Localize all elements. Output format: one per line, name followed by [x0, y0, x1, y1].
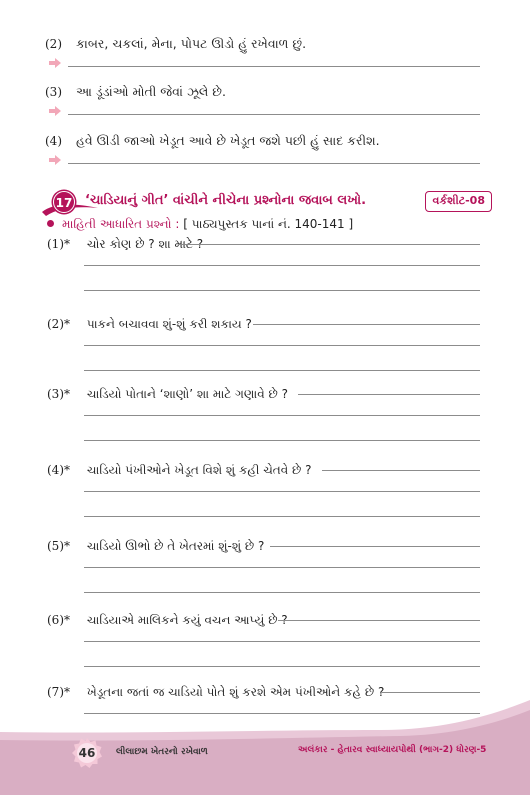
question-number: (4)*	[47, 463, 70, 477]
answer-line[interactable]	[84, 265, 480, 266]
question-text: કાબર, ચકલાં, મેના, પોપટ ઊડો હું રખેવાળ છું.	[75, 36, 307, 51]
answer-line[interactable]	[68, 114, 480, 115]
question-number: (2)	[45, 37, 62, 51]
question-number: (4)	[45, 134, 62, 148]
arrow-right-icon	[49, 106, 61, 116]
answer-line[interactable]	[84, 370, 480, 371]
answer-line[interactable]	[270, 546, 480, 547]
bullet-icon	[47, 220, 54, 227]
question-number: (3)	[45, 85, 62, 99]
section-title: ‘ચાડિયાનું ગીત’ વાંચીને નીચેના પ્રશ્નોના જવાબ લખો.	[85, 193, 367, 208]
question-text: ચોર કોણ છે ? શા માટે ?	[86, 237, 204, 251]
question-text: ખેડૂતના જતાં જ ચાડિયો પોતે શું કરશે એમ પંખીઓને કહે છે ?	[86, 685, 385, 699]
question-number: (2)*	[47, 317, 70, 331]
question-text: હવે ઊડી જાઓ ખેડૂત આવે છે ખેડૂત જશે પછી હું સાદ કરીશ.	[75, 133, 380, 148]
answer-line[interactable]	[84, 641, 480, 642]
answer-line[interactable]	[178, 244, 480, 245]
answer-line[interactable]	[84, 491, 480, 492]
answer-line[interactable]	[84, 290, 480, 291]
question-number: (3)*	[47, 387, 70, 401]
question-number: (7)*	[47, 685, 70, 699]
answer-line[interactable]	[298, 394, 480, 395]
worksheet-question-7	[47, 684, 384, 700]
worksheet-question-5	[47, 538, 264, 554]
answer-line[interactable]	[322, 470, 480, 471]
arrow-right-icon	[49, 155, 61, 165]
top-question-2	[45, 36, 306, 52]
question-text: ચાડિયો પંખીઓને ખેડૂત વિશે શું કહી ચેતવે છે ?	[86, 463, 312, 477]
worksheet-question-3	[47, 386, 288, 402]
answer-line[interactable]	[253, 324, 480, 325]
question-text: પાકને બચાવવા શું-શું કરી શકાય ?	[86, 317, 252, 331]
worksheet-question-6	[47, 612, 288, 628]
answer-line[interactable]	[278, 620, 480, 621]
subheading-reference: [ પાઠ્યપુસ્તક પાનાં નં. 140-141 ]	[183, 217, 354, 231]
answer-line[interactable]	[68, 66, 480, 67]
answer-line[interactable]	[84, 440, 480, 441]
section-number-badge: 17	[53, 191, 75, 213]
question-text: ચાડિયાએ માલિકને કયું વચન આપ્યું છે ?	[86, 613, 288, 627]
question-text: આ ડૂંડાંઓ મોતી જેવાં ઝૂલે છે.	[75, 84, 226, 99]
chapter-name: લીલાછમ ખેતરનો રખેવાળ	[116, 747, 208, 757]
question-number: (1)*	[47, 237, 70, 251]
top-question-4	[45, 133, 380, 149]
answer-line[interactable]	[84, 415, 480, 416]
question-number: (5)*	[47, 539, 70, 553]
answer-line[interactable]	[84, 345, 480, 346]
worksheet-question-2	[47, 316, 252, 332]
answer-line[interactable]	[84, 516, 480, 517]
question-text: ચાડિયો પોતાને ‘શાણો’ શા માટે ગણાવે છે ?	[86, 387, 288, 401]
page-number: 46	[78, 746, 96, 760]
top-question-3	[45, 84, 226, 100]
subheading-label: માહિતી આધારિત પ્રશ્નો :	[62, 217, 180, 231]
answer-line[interactable]	[68, 163, 480, 164]
subheading	[47, 217, 353, 232]
answer-line[interactable]	[84, 666, 480, 667]
answer-line[interactable]	[84, 567, 480, 568]
question-text: ચાડિયો ઊભો છે તે ખેતરમાં શું-શું છે ?	[86, 539, 265, 553]
book-title: અલંકાર - હેતારવ સ્વાધ્યાયપોથી (ભાગ-2) ધોરણ-5	[298, 745, 487, 755]
section-header	[40, 190, 492, 214]
question-number: (6)*	[47, 613, 70, 627]
worksheet-question-4	[47, 462, 312, 478]
answer-line[interactable]	[382, 692, 480, 693]
worksheet-tag: વર્કશીટ-08	[425, 191, 492, 212]
arrow-right-icon	[49, 58, 61, 68]
answer-line[interactable]	[84, 592, 480, 593]
